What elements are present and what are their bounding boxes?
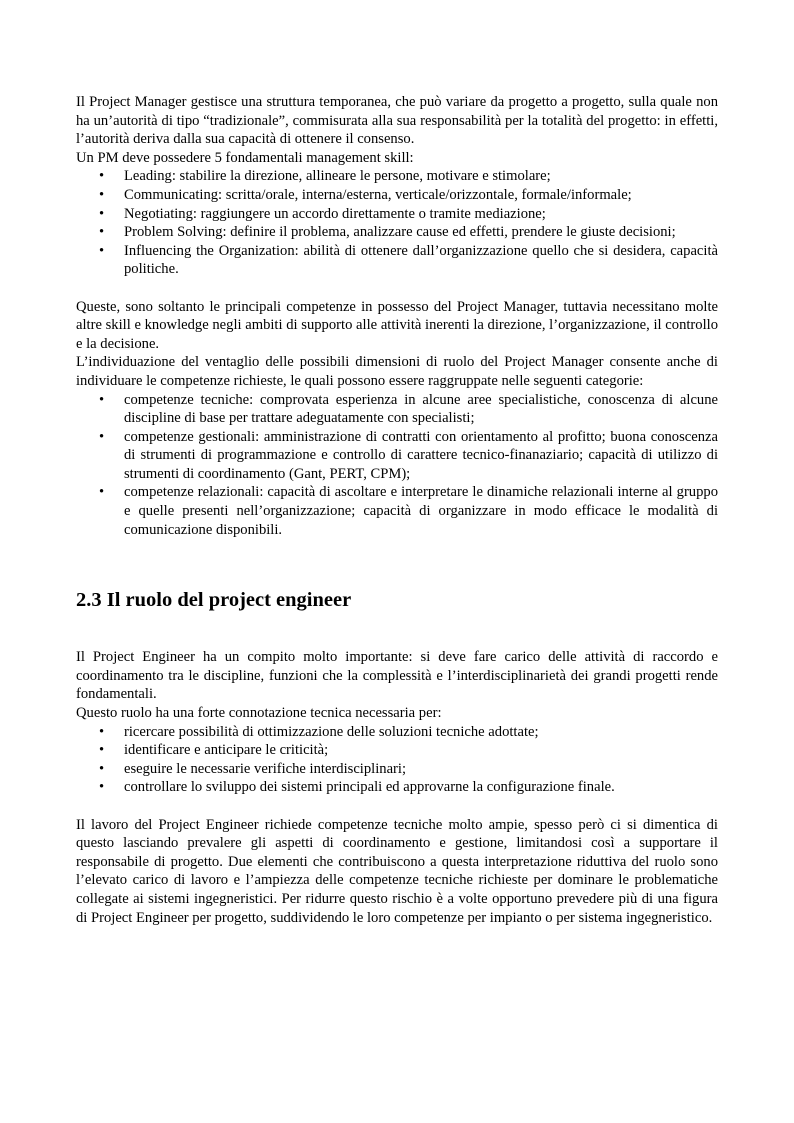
- spacer: [76, 279, 718, 298]
- list-item: • identificare e anticipare le criticità;: [76, 741, 718, 760]
- list-item: • competenze relazionali: capacità di ascoltare e interpretare le dinamiche relazionali interne al gruppo e quelle presenti nell’organizzazione; capacità di organizzare in modo efficace le modalità di comunicazione disponibili.: [76, 483, 718, 539]
- competences-list: [76, 391, 718, 540]
- pm-intro-paragraph: Il Project Manager gestisce una struttura temporanea, che può variare da progetto a progetto, sulla quale non ha un’autorità di tipo “tradizionale”, commisurata alla sua responsabilità per la totalità del progetto: in effetti, l’autorità deriva dalla sua capacità di ottenere il consenso.: [76, 94, 718, 148]
- list-item: • Leading: stabilire la direzione, allineare le persone, motivare e stimolare;: [76, 167, 718, 186]
- spacer: [76, 612, 718, 648]
- list-item: • Negotiating: raggiungere un accordo direttamente o tramite mediazione;: [76, 205, 718, 224]
- list-item: • competenze tecniche: comprovata esperienza in alcune aree specialistiche, conoscenza di alcune discipline di base per trattare adeguatamente con specialisti;: [76, 391, 718, 428]
- pe-work-paragraph: Il lavoro del Project Engineer richiede competenze tecniche molto ampie, spesso però ci si dimentica di questo lasciando prevalere gli aspetti di coordinamento e gestione, limitandosi così a supportare il responsabile di progetto. Due elementi che contribuiscono a questa interpretazione riduttiva del ruolo sono l’elevato carico di lavoro e l’ampiezza delle competenze tecniche richieste per dominare le problematiche collegate ai sistemi ingegneristici. Per ridurre questo rischio è a volte opportuno prevedere più di una figura di Project Engineer per progetto, suddividendo le loro competenze per impianto o per sistema ingegneristico.: [76, 816, 718, 926]
- pm-role-paragraph: L’individuazione del ventaglio delle possibili dimensioni di ruolo del Project Manager consente anche di individuare le competenze richieste, le quali possono essere raggruppate nelle seguenti categorie:: [76, 354, 718, 389]
- list-item: • controllare lo sviluppo dei sistemi principali ed approvarne la configurazione finale.: [76, 778, 718, 797]
- list-item: • Influencing the Organization: abilità di ottenere dall’organizzazione quello che si desidera, capacità politiche.: [76, 242, 718, 279]
- list-item: • ricercare possibilità di ottimizzazione delle soluzioni tecniche adottate;: [76, 723, 718, 742]
- spacer: [76, 797, 718, 816]
- list-item: • Problem Solving: definire il problema, analizzare cause ed effetti, prendere le giuste decisioni;: [76, 223, 718, 242]
- spacer: [76, 539, 718, 588]
- pm-skills-intro: Un PM deve possedere 5 fondamentali management skill:: [76, 149, 414, 166]
- pe-tasks-intro: Questo ruolo ha una forte connotazione tecnica necessaria per:: [76, 705, 442, 722]
- list-item: • competenze gestionali: amministrazione di contratti con orientamento al profitto; buona conoscenza di strumenti di programmazione e controllo di carattere tecnico-finanaziario; capacità di utilizzo di strumenti di coordinamento (Gant, PERT, CPM);: [76, 428, 718, 484]
- document-page: [76, 93, 718, 927]
- pm-skills-list: [76, 167, 718, 279]
- pm-competences-paragraph: Queste, sono soltanto le principali competenze in possesso del Project Manager, tuttavia necessitano molte altre skill e knowledge negli ambiti di supporto alle attività inerenti la direzione, l’organizzazione, il controllo e la decisione.: [76, 298, 718, 352]
- pe-intro-paragraph: Il Project Engineer ha un compito molto importante: si deve fare carico delle attività di raccordo e coordinamento tra le discipline, funzioni che la complessità e l’interdisciplinarietà dei grandi progetti rende fondamentali.: [76, 649, 718, 703]
- list-item: • eseguire le necessarie verifiche interdisciplinari;: [76, 760, 718, 779]
- pe-tasks-list: [76, 723, 718, 797]
- section-heading: 2.3 Il ruolo del project engineer: [76, 589, 352, 612]
- list-item: • Communicating: scritta/orale, interna/esterna, verticale/orizzontale, formale/informale;: [76, 186, 718, 205]
